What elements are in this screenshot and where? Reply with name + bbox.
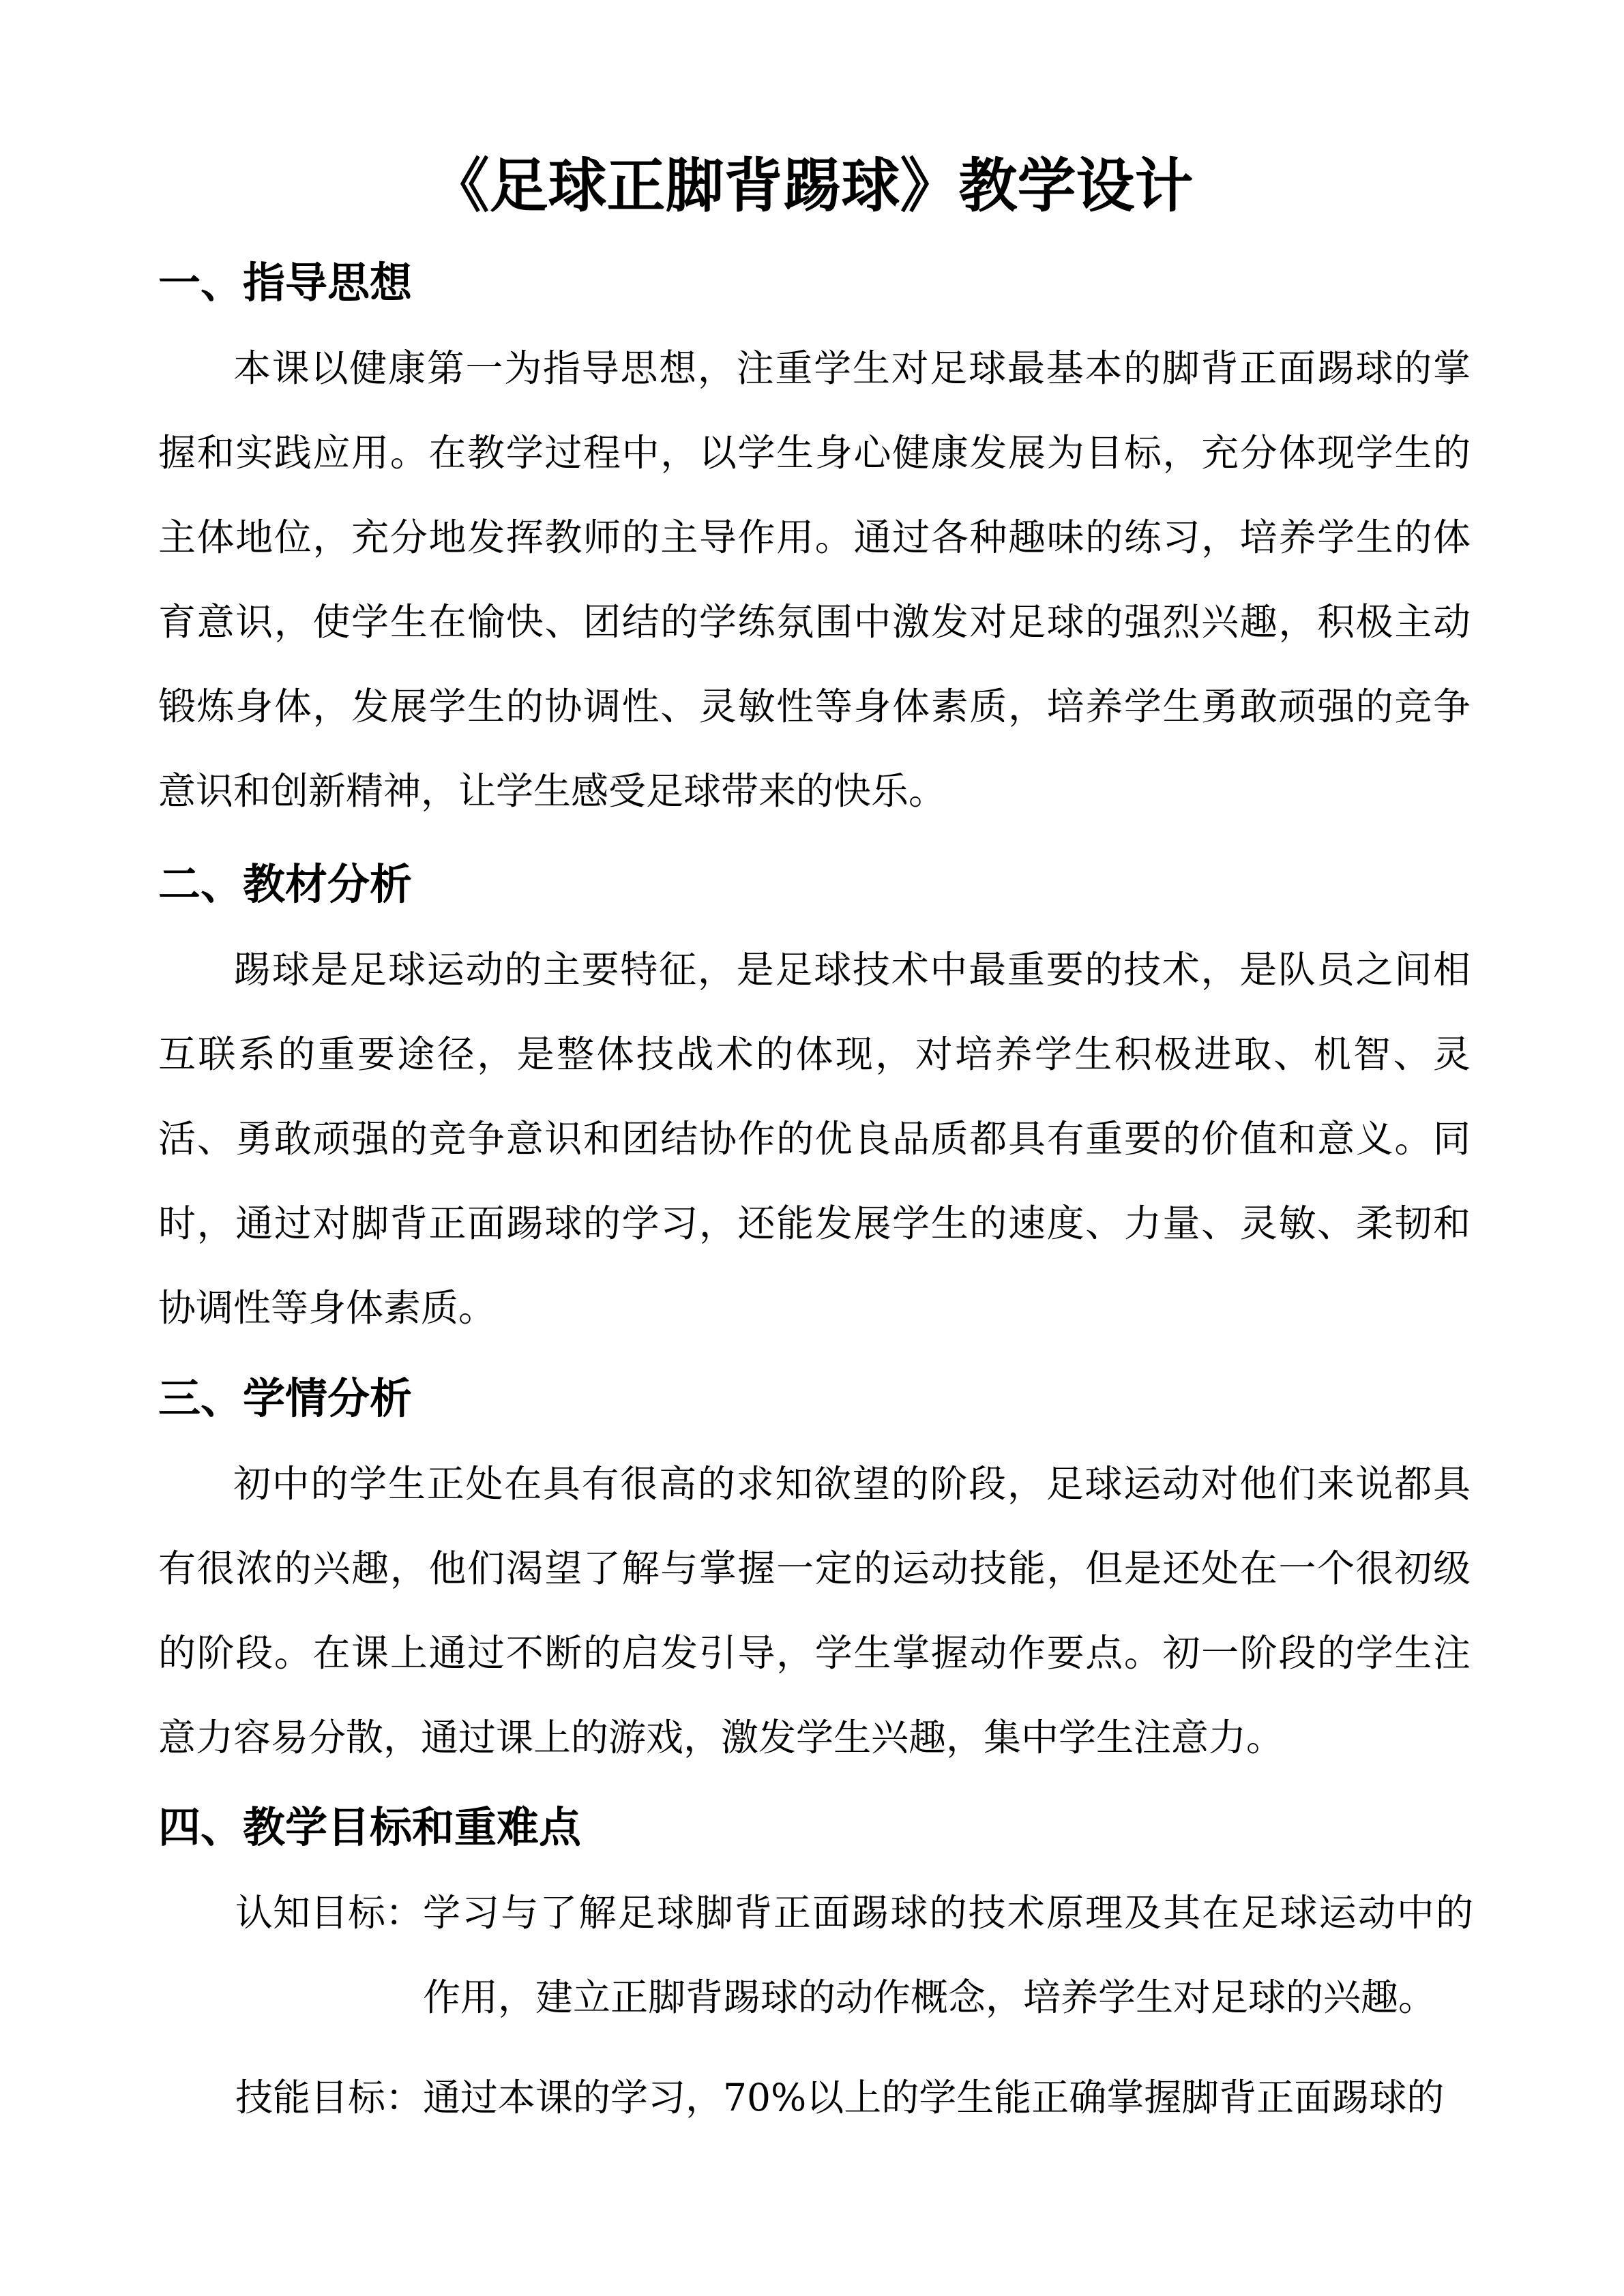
objective-cognitive	[235, 1870, 1473, 2040]
objective-skill	[235, 2055, 1473, 2140]
section-heading-guiding-ideology: 一、指导思想	[158, 258, 413, 308]
objective-text: 通过本课的学习，70%以上的学生能正确掌握脚背正面踢球的	[423, 2076, 1445, 2119]
objective-label: 技能目标：	[235, 2076, 424, 2119]
section-paragraph-guiding-ideology: 本课以健康第一为指导思想，注重学生对足球最基本的脚背正面踢球的掌握和实践应用。在教学过程中，以学生身心健康发展为目标，充分体现学生的主体地位，充分地发挥教师的主导作用。通过各种趣味的练习，培养学生的体育意识，使学生在愉快、团结的学练氛围中激发对足球的强烈兴趣，积极主动锻炼身体，发展学生的协调性、灵敏性等身体素质，培养学生勇敢顽强的竞争意识和创新精神，让学生感受足球带来的快乐。	[158, 346, 1471, 813]
objective-text: 学习与了解足球脚背正面踢球的技术原理及其在足球运动中的作用，建立正脚背踢球的动作概念，培养学生对足球的兴趣。	[423, 1891, 1473, 2019]
section-paragraph-student-analysis: 初中的学生正处在具有很高的求知欲望的阶段，足球运动对他们来说都具有很浓的兴趣，他们渴望了解与掌握一定的运动技能，但是还处在一个很初级的阶段。在课上通过不断的启发引导，学生掌握动作要点。初一阶段的学生注意力容易分散，通过课上的游戏，激发学生兴趣，集中学生注意力。	[158, 1462, 1471, 1759]
section-heading-teaching-objectives: 四、教学目标和重难点	[158, 1802, 582, 1852]
section-heading-student-analysis: 三、学情分析	[158, 1373, 413, 1423]
section-heading-material-analysis: 二、教材分析	[158, 859, 413, 909]
section-paragraph-material-analysis: 踢球是足球运动的主要特征，是足球技术中最重要的技术，是队员之间相互联系的重要途径，是整体技战术的体现，对培养学生积极进取、机智、灵活、勇敢顽强的竞争意识和团结协作的优良品质都具有重要的价值和意义。同时，通过对脚背正面踢球的学习，还能发展学生的速度、力量、灵敏、柔韧和协调性等身体素质。	[158, 948, 1471, 1330]
document-title: 《足球正脚背踢球》教学设计	[430, 152, 1194, 220]
objective-label: 认知目标：	[235, 1891, 424, 1935]
